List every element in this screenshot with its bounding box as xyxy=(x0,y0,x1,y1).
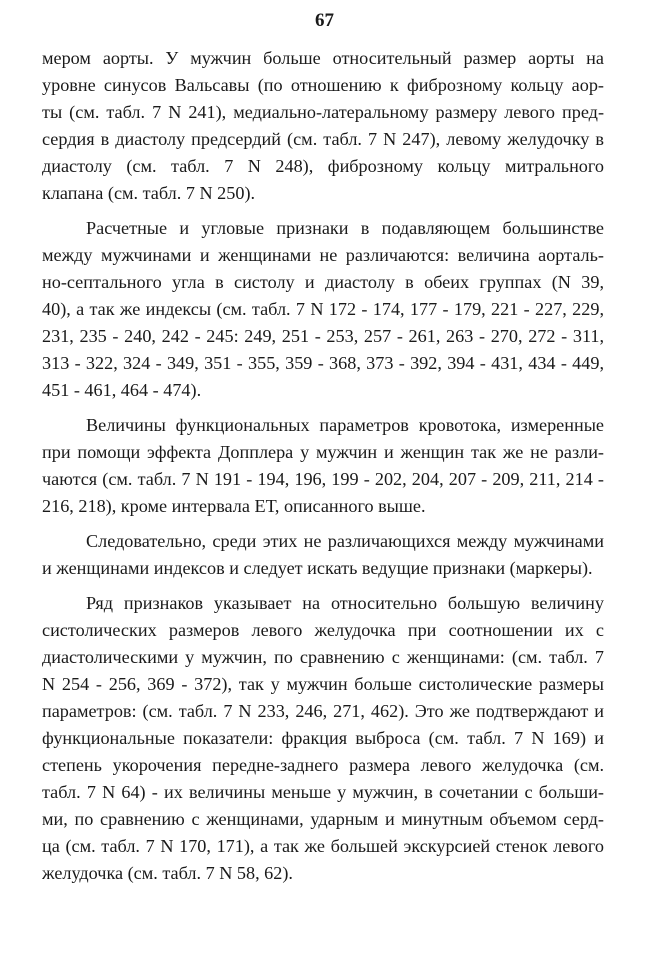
text-line: уровне синусов Вальсавы (по отношению к фиброзному кольцу аор- xyxy=(42,75,604,95)
text-line: N 254 - 256, 369 - 372), так у мужчин больше систолические размеры xyxy=(42,674,604,694)
text-line: ты (см. табл. 7 N 241), медиально-латеральному размеру левого пред- xyxy=(42,102,604,122)
text-line: диастолу (см. табл. 7 N 248), фиброзному кольцу митрального xyxy=(42,156,604,176)
text-line: при помощи эффекта Допплера у мужчин и женщин так же не разли- xyxy=(42,442,604,462)
text-line: Расчетные и угловые признаки в подавляющем большинстве xyxy=(86,218,604,238)
text-line: желудочка (см. табл. 7 N 58, 62). xyxy=(42,863,293,883)
text-line: степень укорочения передне-заднего размера левого желудочка (см. xyxy=(42,755,604,775)
text-line: но-септального угла в систолу и диастолу в обеих группах (N 39, xyxy=(42,272,604,292)
text-line: ца (см. табл. 7 N 170, 171), а так же большей экскурсией стенок левого xyxy=(42,836,604,856)
text-line: 40), а так же индексы (см. табл. 7 N 172 - 174, 177 - 179, 221 - 227, 229, xyxy=(42,299,604,319)
text-line: сердия в диастолу предсердий (см. табл. 7 N 247), левому желудочку в xyxy=(42,129,604,149)
text-line: ми, по сравнению с женщинами, ударным и минутным объемом серд- xyxy=(42,809,604,829)
text-line: функциональные показатели: фракция выброса (см. табл. 7 N 169) и xyxy=(42,728,604,748)
text-line: 313 - 322, 324 - 349, 351 - 355, 359 - 368, 373 - 392, 394 - 431, 434 - 449, xyxy=(42,353,604,373)
paragraph-conclusion xyxy=(42,528,604,582)
text-line: диастолическими у мужчин, по сравнению с женщинами: (см. табл. 7 xyxy=(42,647,604,667)
page-number: 67 xyxy=(315,10,334,31)
text-line: табл. 7 N 64) - их величины меньше у мужчин, в сочетании с больши- xyxy=(42,782,604,802)
text-line: Ряд признаков указывает на относительно большую величину xyxy=(86,593,604,613)
text-line: 216, 218), кроме интервала ЕТ, описанного выше. xyxy=(42,496,426,516)
text-line: 231, 235 - 240, 242 - 245: 249, 251 - 253, 257 - 261, 263 - 270, 272 - 311, xyxy=(42,326,604,346)
body-text xyxy=(42,45,604,895)
paragraph-aorta-size xyxy=(42,45,604,207)
text-line: 451 - 461, 464 - 474). xyxy=(42,380,202,400)
text-line: чаются (см. табл. 7 N 191 - 194, 196, 199 - 202, 204, 207 - 209, 211, 214 - xyxy=(42,469,604,489)
text-line: систолических размеров левого желудочка при соотношении их с xyxy=(42,620,604,640)
text-line: Следовательно, среди этих не различающихся между мужчинами xyxy=(86,531,604,551)
text-line: мером аорты. У мужчин больше относительный размер аорты на xyxy=(42,48,604,68)
paragraph-systolic-sizes xyxy=(42,590,604,887)
text-line: между мужчинами и женщинами не различаются: величина аорталь- xyxy=(42,245,604,265)
text-line: Величины функциональных параметров кровотока, измеренные xyxy=(86,415,604,435)
text-line: и женщинами индексов и следует искать ведущие признаки (маркеры). xyxy=(42,558,593,578)
text-line: клапана (см. табл. 7 N 250). xyxy=(42,183,256,203)
text-line: параметров: (см. табл. 7 N 233, 246, 271, 462). Это же подтверждают и xyxy=(42,701,604,721)
paragraph-doppler-params xyxy=(42,412,604,520)
paragraph-calculated-signs xyxy=(42,215,604,404)
